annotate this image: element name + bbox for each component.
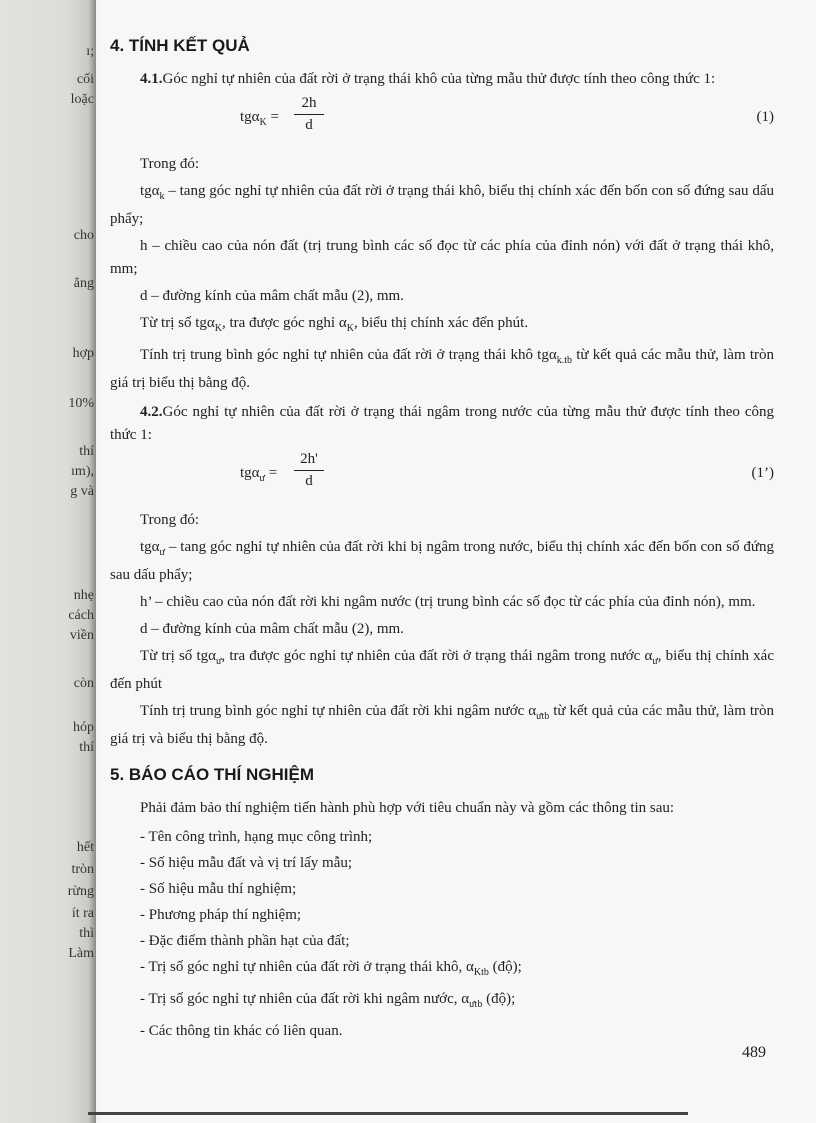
text-part: Tính trị trung bình góc nghỉ tự nhiên của đất rời khi ngâm nước α xyxy=(140,703,537,719)
formula-2-lhs xyxy=(240,465,277,484)
formula-2-fraction xyxy=(294,451,324,490)
margin-fragment: ẳng xyxy=(73,276,94,291)
formula-1-number: (1) xyxy=(756,109,774,125)
text-part: Tính trị trung bình góc nghỉ tự nhiên của đất rời ở trạng thái khô tgα xyxy=(140,347,557,363)
trong-do-2: Trong đó: xyxy=(140,512,200,528)
list-item xyxy=(140,986,774,1018)
text-part: (độ); xyxy=(488,959,522,975)
formula-2-equals: = xyxy=(264,465,278,481)
margin-fragment: cho xyxy=(73,228,94,243)
text-part: từ kết quả các mẫu thử, làm tròn giá trị biểu thị bằng độ. xyxy=(110,347,774,391)
margin-fragment: ı; xyxy=(86,44,94,59)
page-content xyxy=(110,36,774,1044)
text-part: - Trị số góc nghỉ tự nhiên của đất rời khi ngâm nước, α xyxy=(140,991,470,1007)
margin-fragment: hợp xyxy=(72,346,94,361)
formula-2-numerator: 2h' xyxy=(294,451,324,471)
trong-do-1: Trong đó: xyxy=(140,156,200,172)
margin-fragment: nhẹ xyxy=(73,588,94,603)
margin-fragment: viền xyxy=(69,628,94,643)
text-sub: ưtb xyxy=(469,999,483,1010)
margin-fragment: 10% xyxy=(68,396,94,411)
paragraph-average-2 xyxy=(110,700,774,751)
text-part: (độ); xyxy=(482,991,516,1007)
text-part: , biểu thị chính xác đến phút. xyxy=(353,315,529,331)
text-4-2: Góc nghỉ tự nhiên của đất rời ở trạng thái ngâm trong nước của từng mẫu thử được tính theo công thức 1: xyxy=(110,404,774,443)
paragraph-tu-tri-so-2 xyxy=(110,645,774,696)
list-item: - Số hiệu mẫu thí nghiệm; xyxy=(140,881,297,897)
page-number: 489 xyxy=(742,1044,766,1061)
margin-fragment: ım), xyxy=(71,464,94,479)
def-text: – tang góc nghỉ tự nhiên của đất rời ở trạng thái khô, biểu thị chính xác đến bốn con số đứng sau dấu phẩy; xyxy=(110,183,774,227)
margin-fragment: rừng xyxy=(67,884,94,899)
text-sub: ư xyxy=(215,656,222,667)
formula-2-lhs-text: tgα xyxy=(240,465,260,481)
text-sub: K xyxy=(346,323,354,334)
formula-1-numerator: 2h xyxy=(294,95,324,115)
margin-fragment: thì xyxy=(79,926,94,941)
text-sub: ưtb xyxy=(536,711,550,722)
margin-fragment: hết xyxy=(76,840,94,855)
definition-h-prime: h’ – chiều cao của nón đất rời khi ngâm nước (trị trung bình các số đọc từ các phía của đỉnh nón), mm. xyxy=(140,594,756,610)
formula-2-lhs-sub: ư xyxy=(259,473,265,484)
margin-fragment: thí xyxy=(79,444,94,459)
def-symbol-sub: ư xyxy=(159,547,165,558)
definition-d-2: d – đường kính của mâm chất mẫu (2), mm. xyxy=(140,621,404,637)
text-sub: Ktb xyxy=(473,967,489,978)
definition-tg-alpha-u xyxy=(110,536,774,587)
text-sub: ư xyxy=(652,656,658,667)
formula-1 xyxy=(110,95,774,145)
definition-tg-alpha-k xyxy=(110,180,774,231)
margin-fragment: còn xyxy=(73,676,94,691)
list-item: - Các thông tin khác có liên quan. xyxy=(140,1023,343,1039)
formula-1-fraction xyxy=(294,95,324,134)
margin-fragment: Làm xyxy=(68,946,94,961)
label-4-2: 4.2. xyxy=(140,404,163,420)
paragraph-4-2 xyxy=(110,401,774,447)
label-4-1: 4.1. xyxy=(140,71,163,87)
text-part: , biểu thị chính xác đến phút xyxy=(110,648,774,692)
list-item: - Tên công trình, hạng mục công trình; xyxy=(140,829,373,845)
text-sub: k.tb xyxy=(556,355,572,366)
text-part: , tra được góc nghỉ α xyxy=(221,315,347,331)
formula-1-lhs-sub: K xyxy=(259,117,267,128)
margin-fragment: thí xyxy=(79,740,94,755)
margin-fragment: tròn xyxy=(71,862,94,877)
text-part: Từ trị số tgα xyxy=(140,315,215,331)
def-symbol: tgα xyxy=(140,183,160,199)
definition-h: h – chiều cao của nón đất (trị trung bình các số đọc từ các phía của đỉnh nón) với đất ở trạng thái khô, mm; xyxy=(110,238,774,277)
def-symbol: tgα xyxy=(140,539,160,555)
formula-1-equals: = xyxy=(266,109,279,125)
def-text: – tang góc nghỉ tự nhiên của đất rời khi bị ngâm trong nước, biểu thị chính xác đến bốn con số đứng sau dấu phẩy; xyxy=(110,539,774,583)
previous-page-margin xyxy=(0,0,96,1123)
formula-1-lhs xyxy=(240,109,279,128)
list-item: - Đặc điểm thành phần hạt của đất; xyxy=(140,933,350,949)
section-4-heading: 4. TÍNH KẾT QUẢ xyxy=(110,36,250,55)
report-list xyxy=(110,824,774,1044)
margin-fragment: cối xyxy=(76,72,94,87)
section-5-heading: 5. BÁO CÁO THÍ NGHIỆM xyxy=(110,765,315,784)
paragraph-tu-tri-so-1 xyxy=(110,312,774,340)
margin-fragment: g và xyxy=(70,484,94,499)
list-item xyxy=(140,954,774,986)
formula-2 xyxy=(110,451,774,501)
formula-1-lhs-text: tgα xyxy=(240,109,260,125)
def-symbol-sub: k xyxy=(159,191,165,202)
text-part: từ kết quả của các mẫu thử, làm tròn giá trị và biểu thị bằng độ. xyxy=(110,703,774,747)
margin-fragment: hóp xyxy=(73,720,94,735)
formula-2-number: (1’) xyxy=(751,465,774,481)
list-item: - Phương pháp thí nghiệm; xyxy=(140,907,302,923)
list-item: - Số hiệu mẫu đất và vị trí lấy mẫu; xyxy=(140,855,353,871)
margin-fragment: loặc xyxy=(70,92,94,107)
paragraph-4-1 xyxy=(110,68,774,91)
text-part: , tra được góc nghỉ tự nhiên của đất rời ở trạng thái ngâm trong nước α xyxy=(221,648,653,664)
text-4-1: Góc nghỉ tự nhiên của đất rời ở trạng thái khô của từng mẫu thử được tính theo công thức 1: xyxy=(162,71,716,87)
text-part: Từ trị số tgα xyxy=(140,648,216,664)
margin-fragment: cách xyxy=(68,608,94,623)
formula-2-denominator: d xyxy=(305,473,313,489)
text-part: - Trị số góc nghỉ tự nhiên của đất rời ở trạng thái khô, α xyxy=(140,959,474,975)
paragraph-average-1 xyxy=(110,344,774,395)
text-sub: K xyxy=(214,323,222,334)
margin-fragment: ít ra xyxy=(71,906,94,921)
report-intro: Phải đảm bảo thí nghiệm tiến hành phù hợp với tiêu chuẩn này và gồm các thông tin sau: xyxy=(140,800,675,816)
formula-1-denominator: d xyxy=(305,117,313,133)
definition-d: d – đường kính của mâm chất mẫu (2), mm. xyxy=(140,288,404,304)
page-edge-shadow xyxy=(88,1112,688,1115)
